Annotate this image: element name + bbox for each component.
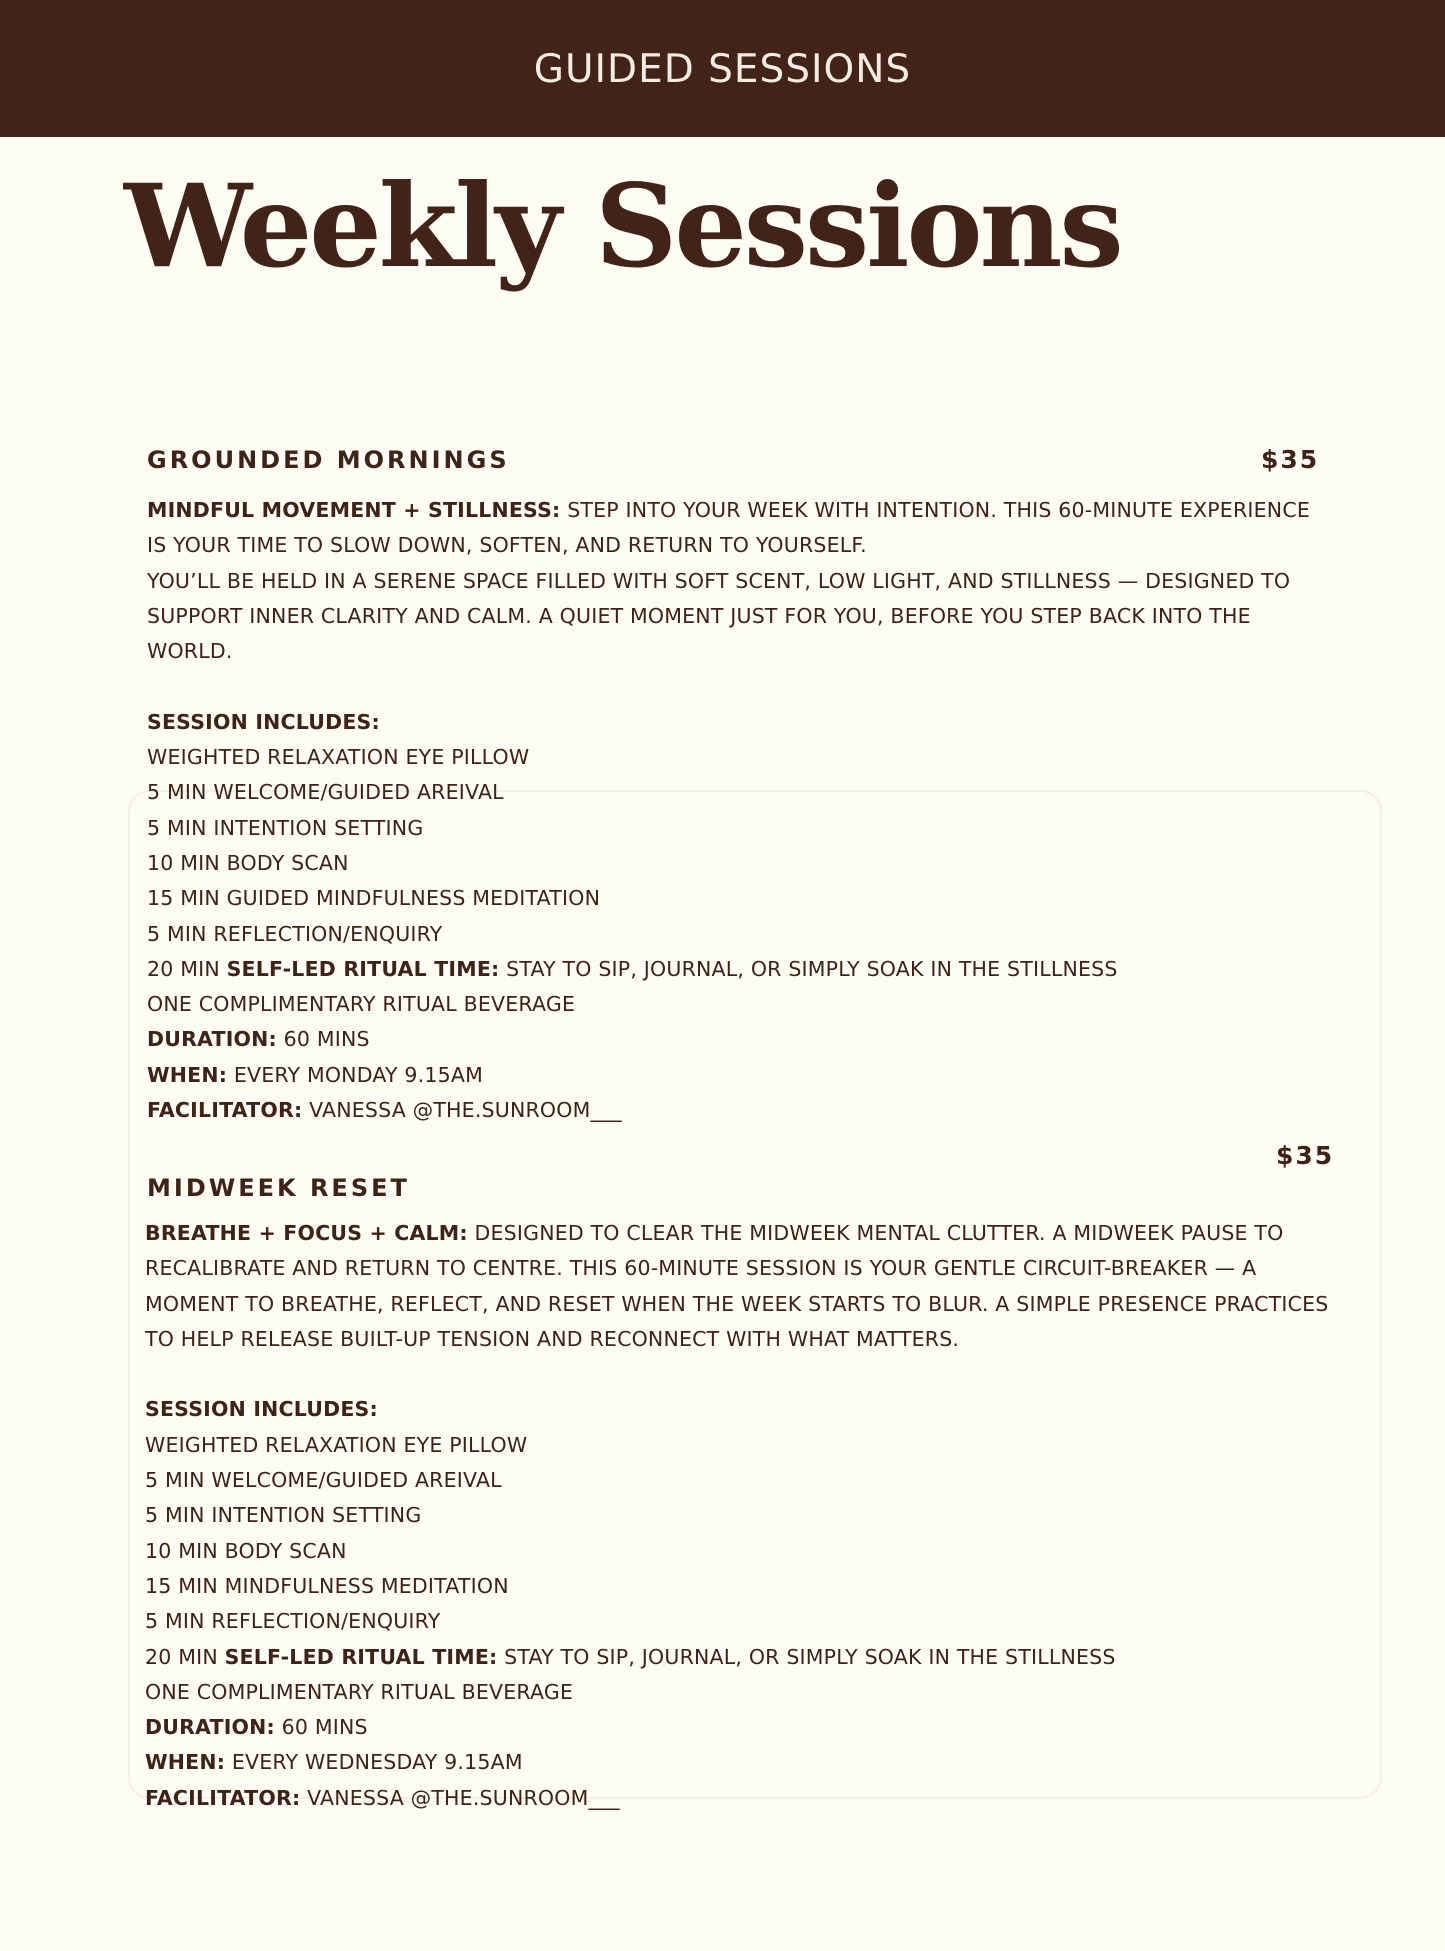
- session-intro: [145, 1216, 1345, 1357]
- session-price: $35: [1261, 445, 1320, 474]
- top-banner: [0, 0, 1445, 137]
- list-item: 15 MIN MINDFULNESS MEDITATION: [145, 1573, 509, 1598]
- banner-title: GUIDED SESSIONS: [533, 47, 912, 92]
- when-line: WHEN: EVERY WEDNESDAY 9.15AM: [145, 1750, 523, 1775]
- duration-line: DURATION: 60 MINS: [145, 1715, 368, 1740]
- list-item: 5 MIN WELCOME/GUIDED AREIVAL: [145, 1468, 502, 1493]
- session-description: [145, 1216, 1345, 1816]
- ritual-line: 20 MIN SELF-LED RITUAL TIME: STAY TO SIP, JOURNAL, OR SIMPLY SOAK IN THE STILLNESS: [145, 1644, 1116, 1669]
- session-title: MIDWEEK RESET: [147, 1174, 410, 1202]
- list-item: 15 MIN GUIDED MINDFULNESS MEDITATION: [147, 886, 601, 911]
- beverage-line: ONE COMPLIMENTARY RITUAL BEVERAGE: [145, 1679, 574, 1704]
- list-item: 10 MIN BODY SCAN: [147, 850, 349, 875]
- list-item: 5 MIN WELCOME/GUIDED AREIVAL: [147, 780, 504, 805]
- includes-list: [147, 740, 1322, 952]
- list-item: 5 MIN INTENTION SETTING: [145, 1503, 422, 1528]
- list-item: WEIGHTED RELAXATION EYE PILLOW: [145, 1432, 528, 1457]
- list-item: 5 MIN INTENTION SETTING: [147, 815, 424, 840]
- intro-label: BREATHE + FOCUS + CALM:: [145, 1221, 468, 1245]
- intro-text: STEP INTO YOUR WEEK WITH INTENTION. THIS 60-MINUTE EXPERIENCE IS YOUR TIME TO SLOW DOWN, SOFTEN, AND RETURN TO YOURSELF.: [147, 498, 1310, 558]
- beverage-line: ONE COMPLIMENTARY RITUAL BEVERAGE: [147, 992, 576, 1017]
- list-item: 5 MIN REFLECTION/ENQUIRY: [147, 921, 443, 946]
- session-title: GROUNDED MORNINGS: [147, 446, 510, 474]
- facilitator-line: FACILITATOR: VANESSA @THE.SUNROOM___: [147, 1098, 622, 1123]
- when-line: WHEN: EVERY MONDAY 9.15AM: [147, 1062, 483, 1087]
- includes-heading: SESSION INCLUDES:: [145, 1397, 378, 1422]
- list-item: 10 MIN BODY SCAN: [145, 1538, 347, 1563]
- intro-label: MINDFUL MOVEMENT + STILLNESS:: [147, 498, 561, 522]
- session-second-paragraph: YOU’LL BE HELD IN A SERENE SPACE FILLED WITH SOFT SCENT, LOW LIGHT, AND STILLNESS — DESIGNED TO SUPPORT INNER CLARITY AND CALM. A QUIET MOMENT JUST FOR YOU, BEFORE YOU STEP BACK INTO THE WORLD.: [147, 568, 1291, 664]
- session-description: [147, 493, 1322, 1128]
- list-item: WEIGHTED RELAXATION EYE PILLOW: [147, 745, 530, 770]
- session-intro: [147, 493, 1322, 564]
- page-title: Weekly Sessions: [124, 159, 1121, 293]
- includes-list: [145, 1428, 1345, 1640]
- facilitator-line: FACILITATOR: VANESSA @THE.SUNROOM___: [145, 1785, 620, 1810]
- list-item: 5 MIN REFLECTION/ENQUIRY: [145, 1609, 441, 1634]
- duration-line: DURATION: 60 MINS: [147, 1027, 370, 1052]
- intro-text: DESIGNED TO CLEAR THE MIDWEEK MENTAL CLUTTER. A MIDWEEK PAUSE TO RECALIBRATE AND RETURN TO CENTRE. THIS 60-MINUTE SESSION IS YOUR GENTLE CIRCUIT-BREAKER — A MOMENT TO BREATHE, REFLECT, AND RESET WHEN THE WEEK STARTS TO BLUR. A SIMPLE PRESENCE PRACTICES TO HELP RELEASE BUILT-UP TENSION AND RECONNECT WITH WHAT MATTERS.: [145, 1221, 1329, 1351]
- session-price: $35: [1276, 1141, 1335, 1170]
- ritual-line: 20 MIN SELF-LED RITUAL TIME: STAY TO SIP, JOURNAL, OR SIMPLY SOAK IN THE STILLNESS: [147, 956, 1118, 981]
- includes-heading: SESSION INCLUDES:: [147, 709, 380, 734]
